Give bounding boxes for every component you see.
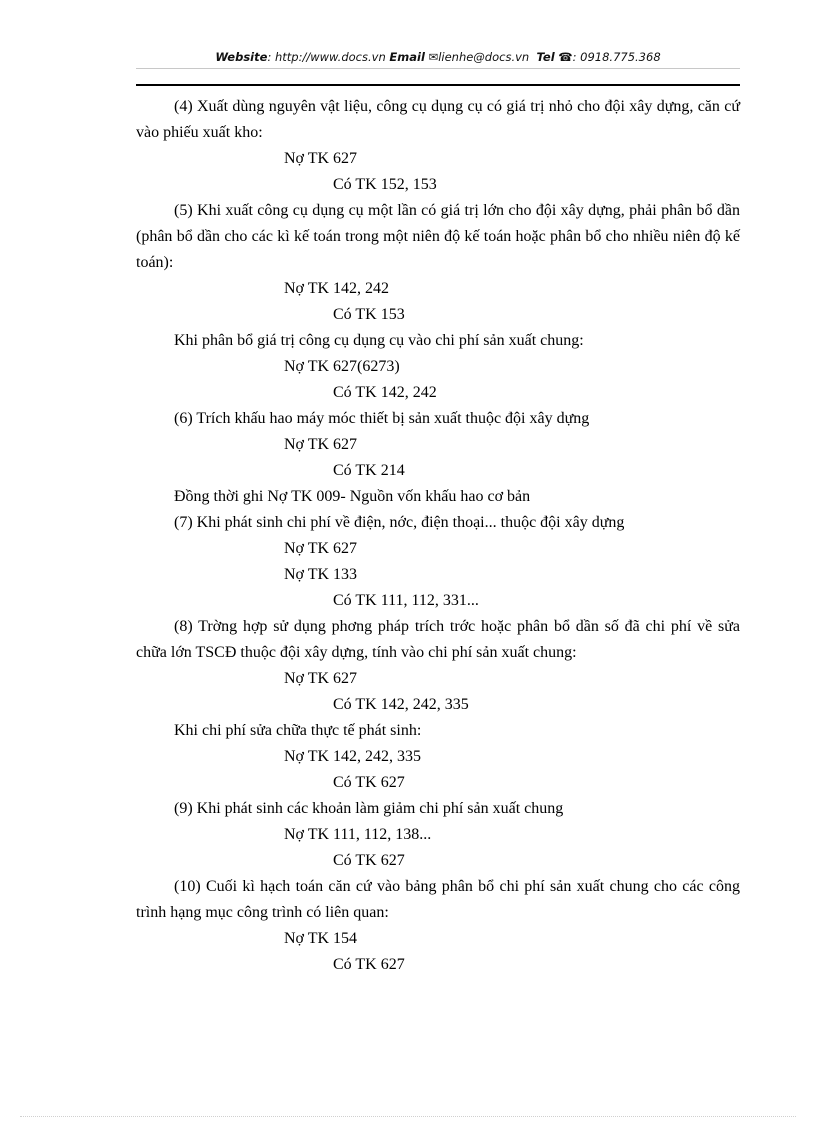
debit-entry: Nợ TK 133: [284, 566, 358, 583]
paragraph: (10) Cuối kì hạch toán căn cứ vào bảng phân bổ chi phí sản xuất chung cho các công trình hạng mục công trình có liên quan:: [136, 878, 740, 921]
credit-entry: Có TK 627: [333, 774, 405, 791]
debit-entry: Nợ TK 627(6273): [284, 358, 400, 375]
credit-entry: Có TK 214: [333, 462, 405, 479]
text-line: Đồng thời ghi Nợ TK 009- Nguồn vốn khấu hao cơ bản: [174, 488, 531, 505]
text-line: Khi phân bổ giá trị công cụ dụng cụ vào chi phí sản xuất chung:: [174, 332, 584, 349]
text-line: (9) Khi phát sinh các khoản làm giảm chi phí sản xuất chung: [174, 800, 564, 817]
text-line: Khi chi phí sửa chữa thực tế phát sinh:: [174, 722, 422, 739]
email-label: Email: [389, 50, 425, 64]
tel-label: Tel: [536, 50, 555, 64]
paragraph: (8) Trờng hợp sử dụng phơng pháp trích trớc hoặc phân bổ dần số đã chi phí về sửa chữa lớn TSCĐ thuộc đội xây dựng, tính vào chi phí sản xuất chung:: [136, 618, 740, 661]
page-bottom-dotted-line: [20, 1116, 796, 1117]
phone-icon: ☎: [558, 50, 573, 64]
debit-entry: Nợ TK 142, 242, 335: [284, 748, 422, 765]
page-header: Website: http://www.docs.vn Email ✉lienhe@docs.vn Tel ☎: 0918.775.368: [215, 50, 661, 64]
paragraph: (4) Xuất dùng nguyên vật liệu, công cụ dụng cụ có giá trị nhỏ cho đội xây dựng, căn cứ vào phiếu xuất kho:: [136, 98, 740, 141]
document-body: [136, 94, 740, 978]
text-line: (7) Khi phát sinh chi phí về điện, nớc, điện thoại... thuộc đội xây dựng: [174, 514, 625, 531]
debit-entry: Nợ TK 111, 112, 138...: [284, 826, 432, 843]
header-divider-thick: [136, 84, 740, 86]
debit-entry: Nợ TK 627: [284, 436, 358, 453]
debit-entry: Nợ TK 627: [284, 540, 358, 557]
credit-entry: Có TK 153: [333, 306, 405, 323]
debit-entry: Nợ TK 627: [284, 150, 358, 167]
website-separator: :: [267, 50, 275, 64]
tel-value: 0918.775.368: [580, 50, 661, 64]
credit-entry: Có TK 152, 153: [333, 176, 437, 193]
website-label: Website: [215, 50, 268, 64]
credit-entry: Có TK 627: [333, 852, 405, 869]
website-url: http://www.docs.vn: [274, 50, 386, 64]
credit-entry: Có TK 111, 112, 331...: [333, 592, 479, 609]
debit-entry: Nợ TK 142, 242: [284, 280, 390, 297]
email-value: lienhe@docs.vn: [438, 50, 530, 64]
email-icon: ✉: [428, 50, 439, 64]
credit-entry: Có TK 142, 242: [333, 384, 437, 401]
debit-entry: Nợ TK 154: [284, 930, 358, 947]
credit-entry: Có TK 142, 242, 335: [333, 696, 469, 713]
paragraph: (5) Khi xuất công cụ dụng cụ một lần có giá trị lớn cho đội xây dựng, phải phân bổ dần (phân bổ dần cho các kì kế toán trong một niên độ kế toán hoặc phân bổ cho nhiều niên độ kế toán):: [136, 202, 740, 271]
debit-entry: Nợ TK 627: [284, 670, 358, 687]
header-divider-thin: [136, 68, 740, 69]
credit-entry: Có TK 627: [333, 956, 405, 973]
text-line: (6) Trích khấu hao máy móc thiết bị sản xuất thuộc đội xây dựng: [174, 410, 590, 427]
